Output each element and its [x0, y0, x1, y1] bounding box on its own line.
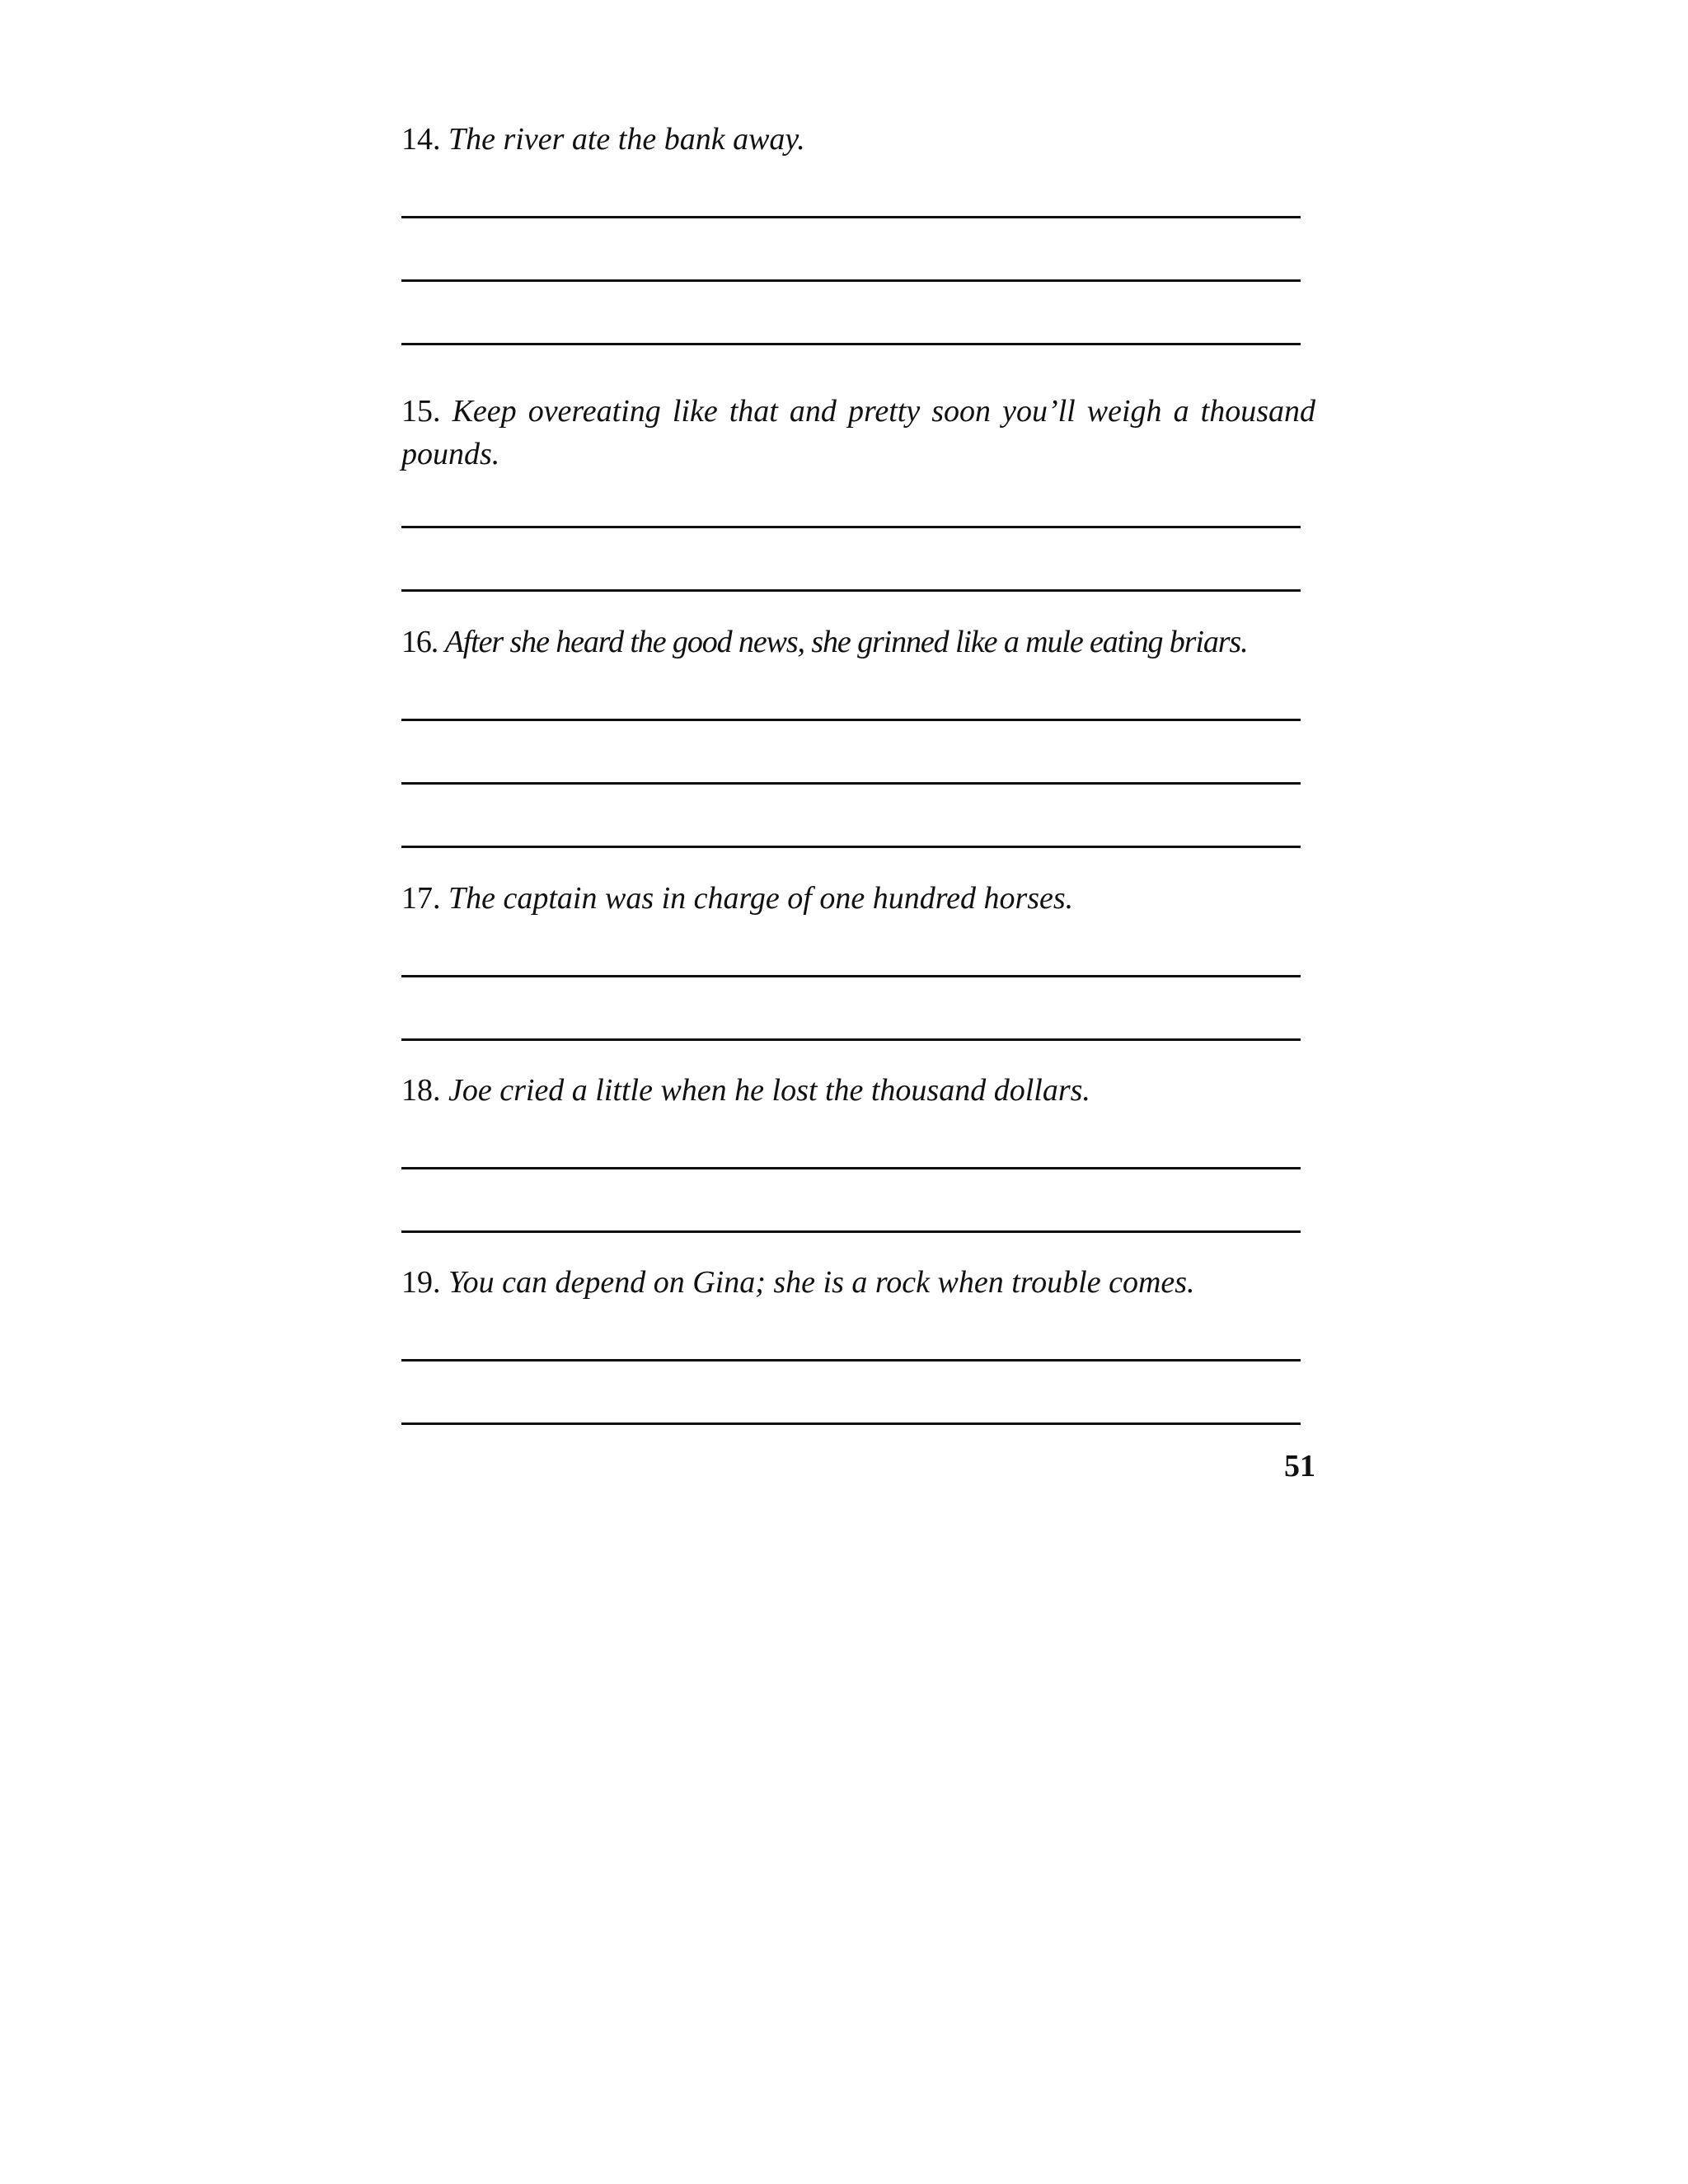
item-number: 15. [401, 394, 441, 429]
answer-line[interactable] [401, 526, 1301, 528]
answer-line[interactable] [401, 1230, 1301, 1233]
item-sentence: The river ate the bank away. [448, 122, 805, 157]
item-sentence: After she heard the good news, she grinned like a mule eating briars. [444, 625, 1248, 659]
answer-line[interactable] [401, 719, 1301, 721]
answer-line[interactable] [401, 782, 1301, 785]
item-number: 17. [401, 881, 441, 916]
answer-line[interactable] [401, 846, 1301, 848]
answer-line[interactable] [401, 1359, 1301, 1361]
item-sentence: Keep overeating like that and pretty soon you’ll weigh a thousand pounds. [401, 394, 1315, 471]
answer-line[interactable] [401, 1038, 1301, 1041]
answer-line[interactable] [401, 1167, 1301, 1169]
exercise-item-18 [401, 1069, 1315, 1112]
exercise-item-16 [401, 621, 1315, 663]
item-sentence: The captain was in charge of one hundred horses. [448, 881, 1074, 916]
exercise-item-17 [401, 877, 1315, 920]
answer-line[interactable] [401, 343, 1301, 345]
item-number: 19. [401, 1265, 441, 1300]
item-sentence: You can depend on Gina; she is a rock when trouble comes. [448, 1265, 1195, 1300]
exercise-item-19 [401, 1261, 1315, 1304]
item-number: 18. [401, 1073, 441, 1108]
answer-line[interactable] [401, 279, 1301, 282]
page-number: 51 [1284, 1449, 1315, 1483]
item-number: 16. [401, 625, 438, 659]
answer-line[interactable] [401, 975, 1301, 977]
exercise-item-15 [401, 390, 1315, 476]
exercise-item-14 [401, 118, 1315, 161]
item-sentence: Joe cried a little when he lost the thousand dollars. [448, 1073, 1090, 1108]
answer-line[interactable] [401, 1422, 1301, 1425]
item-number: 14. [401, 122, 441, 157]
answer-line[interactable] [401, 589, 1301, 592]
answer-line[interactable] [401, 216, 1301, 218]
